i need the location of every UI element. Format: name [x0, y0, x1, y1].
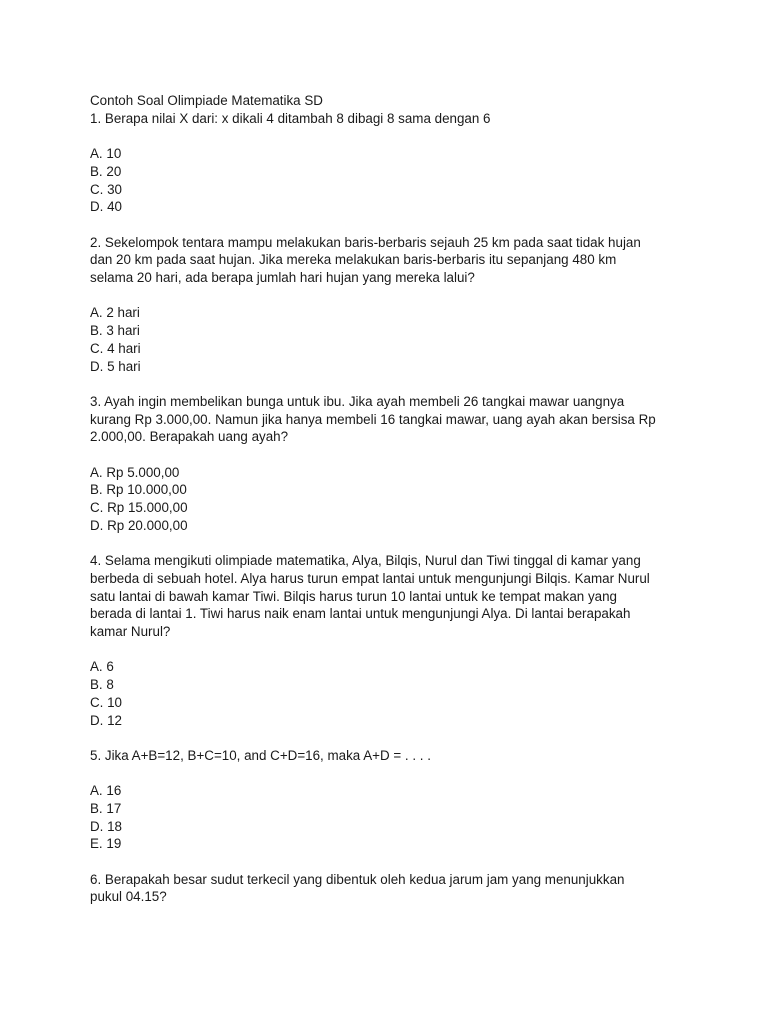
- question-3-text-line-1: 3. Ayah ingin membelikan bunga untuk ibu. Jika ayah membeli 26 tangkai mawar uangnya: [90, 393, 625, 409]
- question-2-text-line-1: 2. Sekelompok tentara mampu melakukan baris-berbaris sejauh 25 km pada saat tidak hujan: [90, 234, 641, 250]
- question-3-option-a: A. Rp 5.000,00: [90, 464, 180, 480]
- question-6-text-line-2: pukul 04.15?: [90, 889, 167, 905]
- question-6-text-line-1: 6. Berapakah besar sudut terkecil yang dibentuk oleh kedua jarum jam yang menunjukkan: [90, 871, 625, 887]
- question-2-text-line-2: dan 20 km pada saat hujan. Jika mereka melakukan baris-berbaris itu sepanjang 480 km: [90, 252, 617, 268]
- question-5-option-a: A. 16: [90, 783, 122, 799]
- question-4-text-line-3: satu lantai di bawah kamar Tiwi. Bilqis harus turun 10 lantai untuk ke tempat makan yang: [90, 588, 617, 604]
- question-4-option-d: D. 12: [90, 712, 123, 728]
- question-6: [90, 871, 690, 906]
- question-2-option-a: A. 2 hari: [90, 305, 140, 321]
- question-1: [90, 110, 690, 216]
- question-5-option-e: E. 19: [90, 836, 122, 852]
- question-2-option-d: D. 5 hari: [90, 358, 141, 374]
- question-2-option-c: C. 4 hari: [90, 340, 141, 356]
- question-2-option-b: B. 3 hari: [90, 323, 140, 339]
- question-5-option-b: B. 17: [90, 800, 122, 816]
- question-1-option-d: D. 40: [90, 199, 123, 215]
- question-3-option-b: B. Rp 10.000,00: [90, 482, 187, 498]
- question-3-text-line-2: kurang Rp 3.000,00. Namun jika hanya membeli 16 tangkai mawar, uang ayah akan bersisa Rp: [90, 411, 656, 427]
- question-5: [90, 747, 690, 853]
- question-4-text-line-1: 4. Selama mengikuti olimpiade matematika, Alya, Bilqis, Nurul dan Tiwi tinggal di kamar yang: [90, 553, 641, 569]
- question-4-option-a: A. 6: [90, 659, 114, 675]
- question-4-option-c: C. 10: [90, 694, 123, 710]
- question-1-option-b: B. 20: [90, 163, 122, 179]
- question-1-text: 1. Berapa nilai X dari: x dikali 4 ditambah 8 dibagi 8 sama dengan 6: [90, 110, 491, 126]
- question-4-text-line-4: berada di lantai 1. Tiwi harus naik enam lantai untuk mengunjungi Alya. Di lantai berapakah: [90, 606, 631, 622]
- question-2: [90, 234, 690, 376]
- question-4-text-line-5: kamar Nurul?: [90, 624, 171, 639]
- question-5-option-d: D. 18: [90, 818, 123, 834]
- question-4: [90, 552, 690, 729]
- question-4-text-line-2: berbeda di sebuah hotel. Alya harus turun empat lantai untuk mengunjungi Bilqis. Kamar Nurul: [90, 570, 650, 586]
- document-title: Contoh Soal Olimpiade Matematika SD: [90, 93, 323, 108]
- question-1-option-c: C. 30: [90, 181, 123, 197]
- question-3-option-d: D. Rp 20.000,00: [90, 517, 188, 533]
- question-2-text-line-3: selama 20 hari, ada berapa jumlah hari hujan yang mereka lalui?: [90, 270, 475, 285]
- question-3-text-line-3: 2.000,00. Berapakah uang ayah?: [90, 429, 289, 445]
- question-1-option-a: A. 10: [90, 146, 122, 162]
- question-3-option-c: C. Rp 15.000,00: [90, 500, 188, 516]
- question-4-option-b: B. 8: [90, 677, 114, 693]
- question-5-text: 5. Jika A+B=12, B+C=10, and C+D=16, maka A+D = . . . .: [90, 747, 431, 763]
- document-page: [90, 92, 690, 906]
- question-3: [90, 393, 690, 535]
